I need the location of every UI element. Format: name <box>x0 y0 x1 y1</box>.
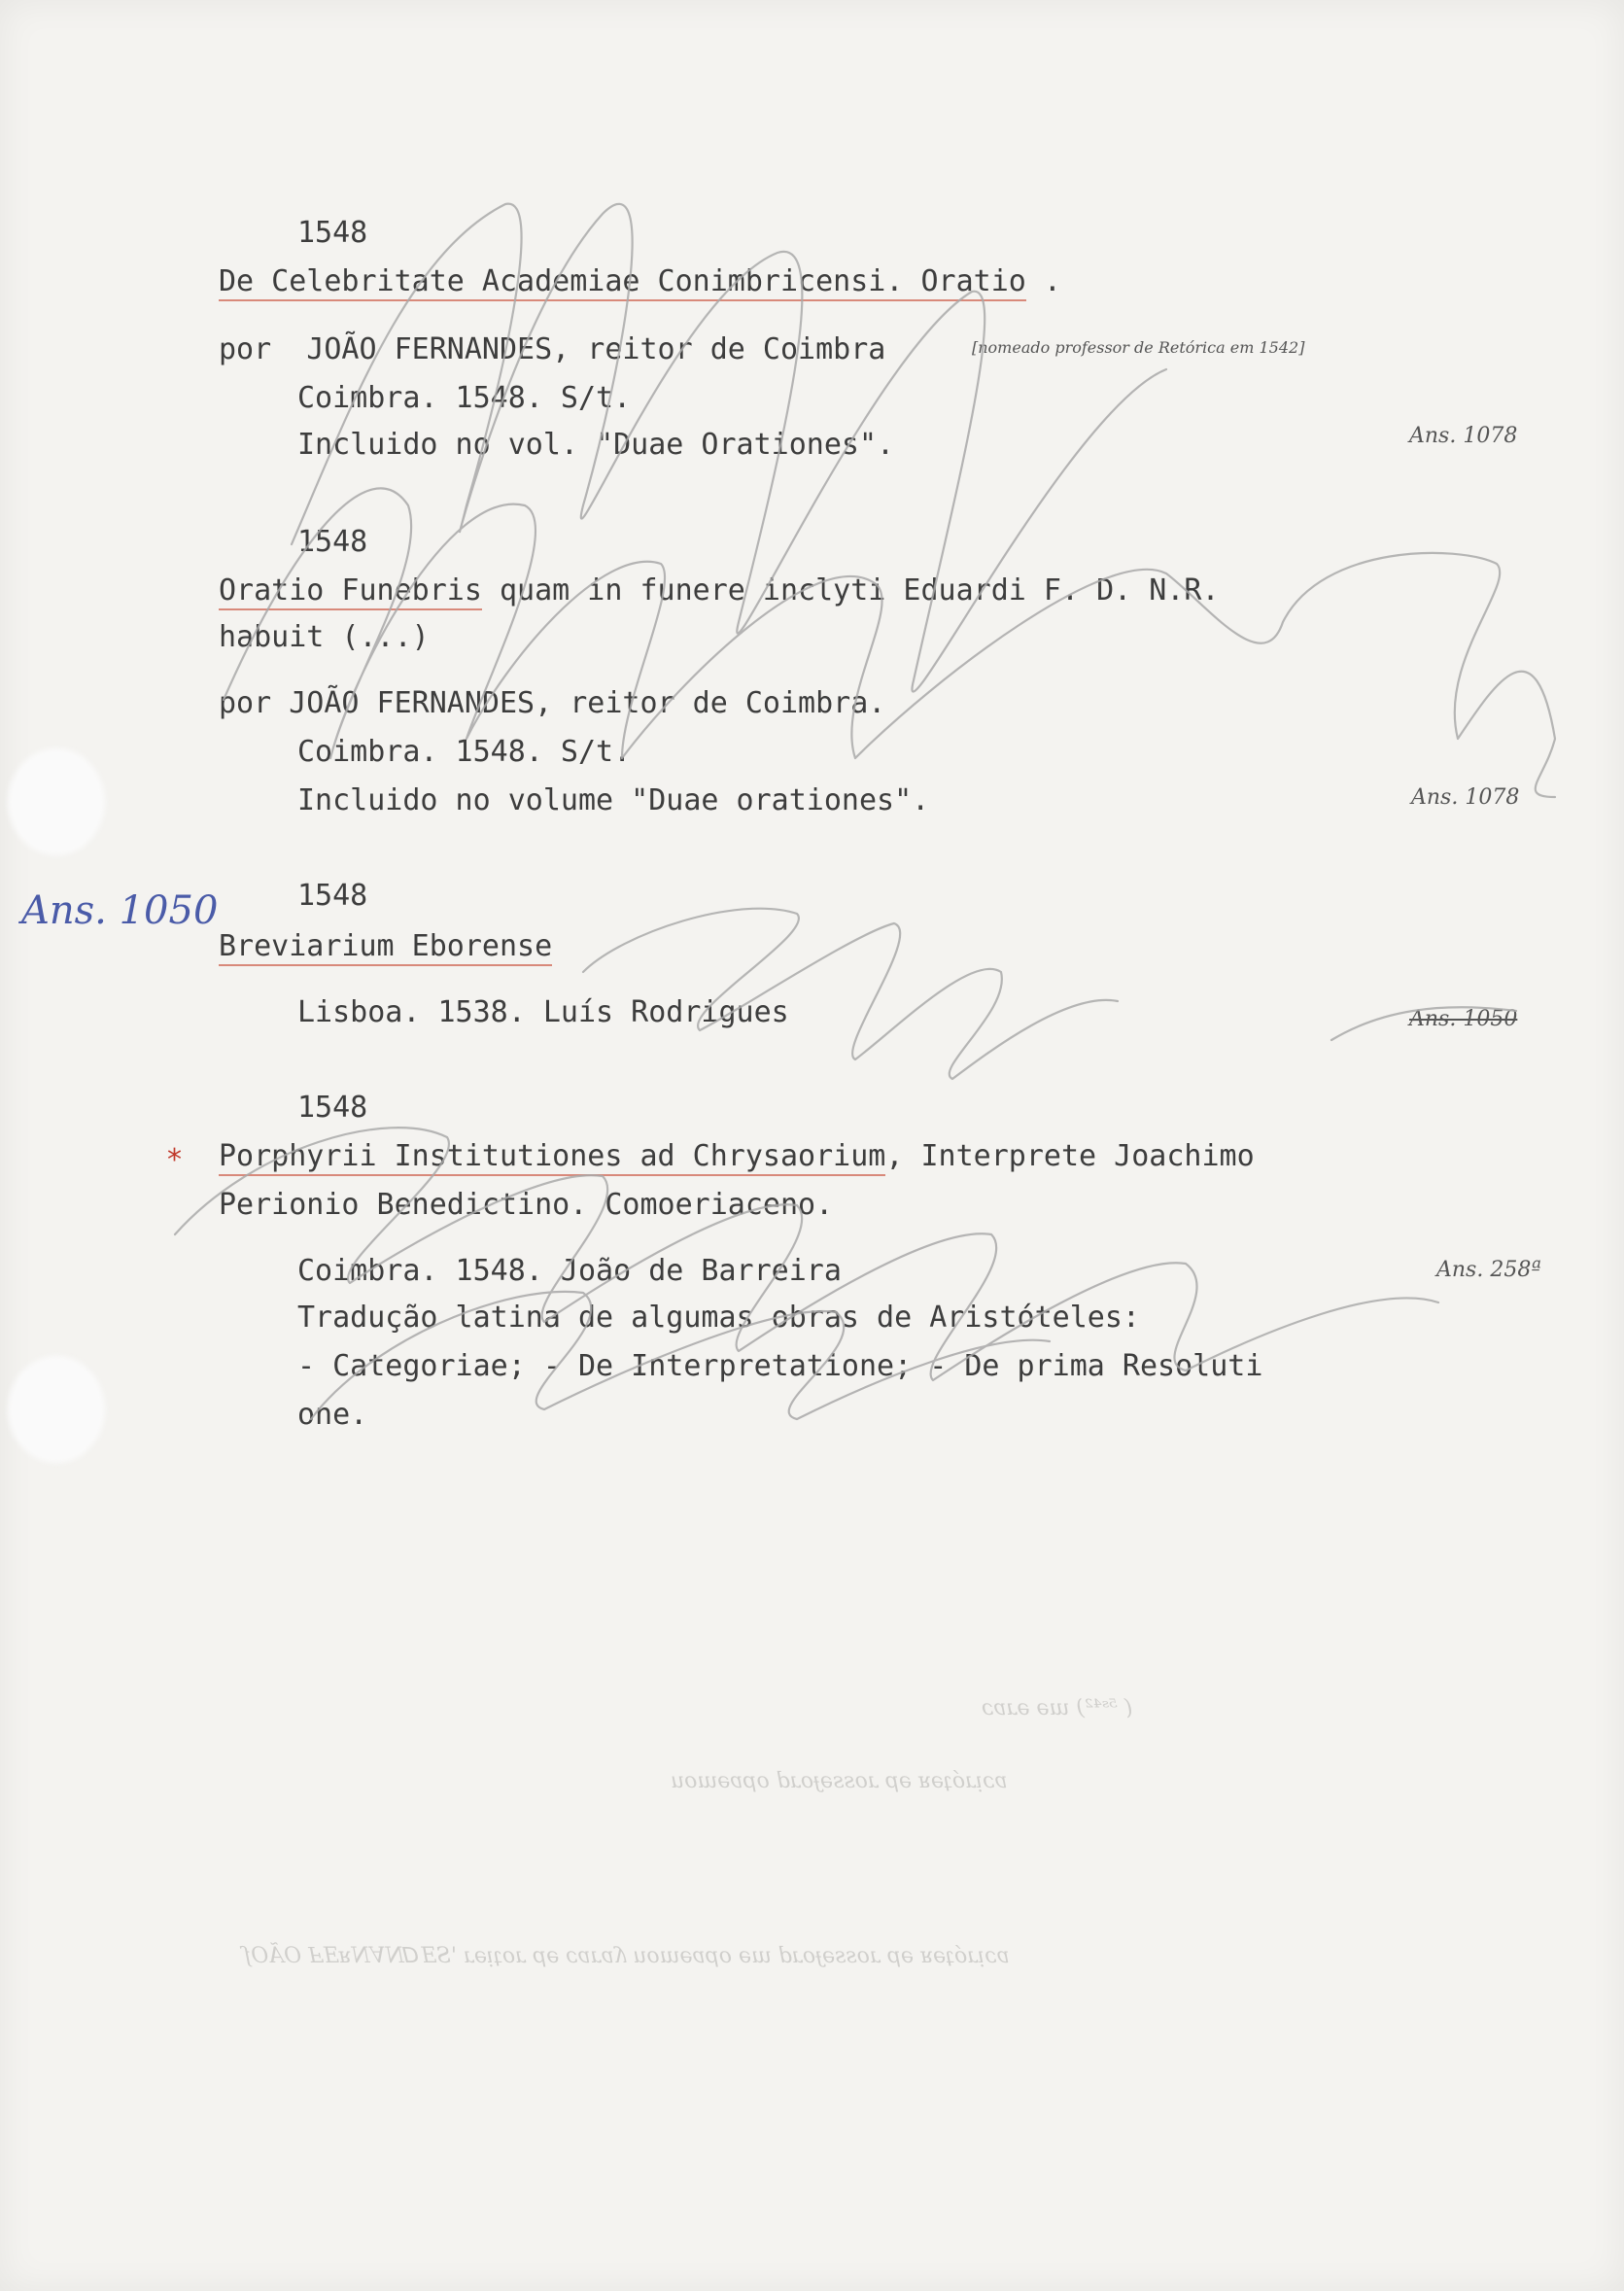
scribble-3 <box>583 909 1516 1079</box>
entry-3-ref: Ans. 1050 <box>1409 1007 1518 1031</box>
entry-2-ref: Ans. 1078 <box>1411 785 1520 810</box>
entry-3-title: Breviarium Eborense <box>219 929 552 966</box>
entry-2-title-rest: quam in funere inclyti Eduardi F. D. N.R. <box>481 573 1220 607</box>
entry-4-ref: Ans. 258ª <box>1436 1258 1541 1282</box>
entry-1-title-line <box>219 264 1061 299</box>
entry-1-author-prefix: por <box>219 332 307 366</box>
entry-2-imprint: Coimbra. 1548. S/t. <box>297 735 632 769</box>
punch-hole-bottom <box>8 1356 105 1463</box>
entry-2-year: 1548 <box>297 525 368 559</box>
entry-1-ref: Ans. 1078 <box>1409 424 1518 448</box>
show-through-2: ɐɔᴉɹóʇəᴚ əp ɹossǝɟoɹd opɐǝɯou <box>671 1769 1008 1793</box>
punch-hole-top <box>8 748 105 855</box>
entry-1-author-note: [nomeado professor de Retórica em 1542] <box>972 338 1305 357</box>
entry-4-note-3: one. <box>297 1398 368 1432</box>
entry-1-author: JOÃO FERNANDES, reitor de Coimbra <box>306 332 886 366</box>
entry-2-title-line2: habuit (...) <box>219 620 430 654</box>
entry-3-imprint: Lisboa. 1538. Luís Rodrigues <box>297 995 789 1029</box>
entry-4-imprint: Coimbra. 1548. João de Barreira <box>297 1254 842 1288</box>
entry-3-margin-mark: Ans. 1050 <box>21 888 219 933</box>
entry-2-author-line <box>219 686 885 721</box>
entry-2-note: Incluido no volume "Duae orationes". <box>297 783 930 817</box>
entry-1-author-line <box>219 332 885 367</box>
entry-4-note-1: Tradução latina de algumas obras de Aristóteles: <box>297 1301 1140 1335</box>
entry-4-note-2: - Categoriae; - De Interpretatione; - De prima Resoluti <box>297 1349 1263 1383</box>
entry-2-author-prefix: por <box>219 686 290 720</box>
entry-1-imprint: Coimbra. 1548. S/t. <box>297 381 632 415</box>
entry-2-title-line <box>219 573 1220 608</box>
entry-4-title: Porphyrii Institutiones ad Chrysaorium <box>219 1139 885 1176</box>
entry-1-note: Incluido no vol. "Duae Orationes". <box>297 428 895 462</box>
entry-1-title-trail: . <box>1025 264 1061 298</box>
entry-3-title-line <box>219 929 552 964</box>
entry-1-year: 1548 <box>297 216 368 250</box>
show-through-3: ɐɔᴉɹóʇəᴚ əp ɹossǝɟoɹd ɯə opɐǝɯou ʎɐɹɐɔ əp ɹoʇᴉəɹ 'SƎᗡNⱯNᴚƎℲ OÃOſ <box>243 1944 1010 1968</box>
entry-1-title: De Celebritate Academiae Conimbricensi. Oratio <box>219 264 1026 301</box>
entry-4-margin-mark: * <box>167 1143 182 1177</box>
show-through-1: ( ⁵ˢ⁴²) ɯə əɹɐɔ <box>982 1696 1133 1720</box>
entry-3-year: 1548 <box>297 879 368 913</box>
entry-2-author: JOÃO FERNANDES, reitor de Coimbra. <box>289 686 886 720</box>
entry-4-title-rest: , Interprete Joachimo <box>885 1139 1255 1173</box>
entry-2-title: Oratio Funebris <box>219 573 482 610</box>
entry-4-title-line <box>219 1139 1255 1174</box>
entry-4-year: 1548 <box>297 1091 368 1125</box>
entry-4-title-line2: Perionio Benedictino. Comoeriaceno. <box>219 1188 834 1222</box>
